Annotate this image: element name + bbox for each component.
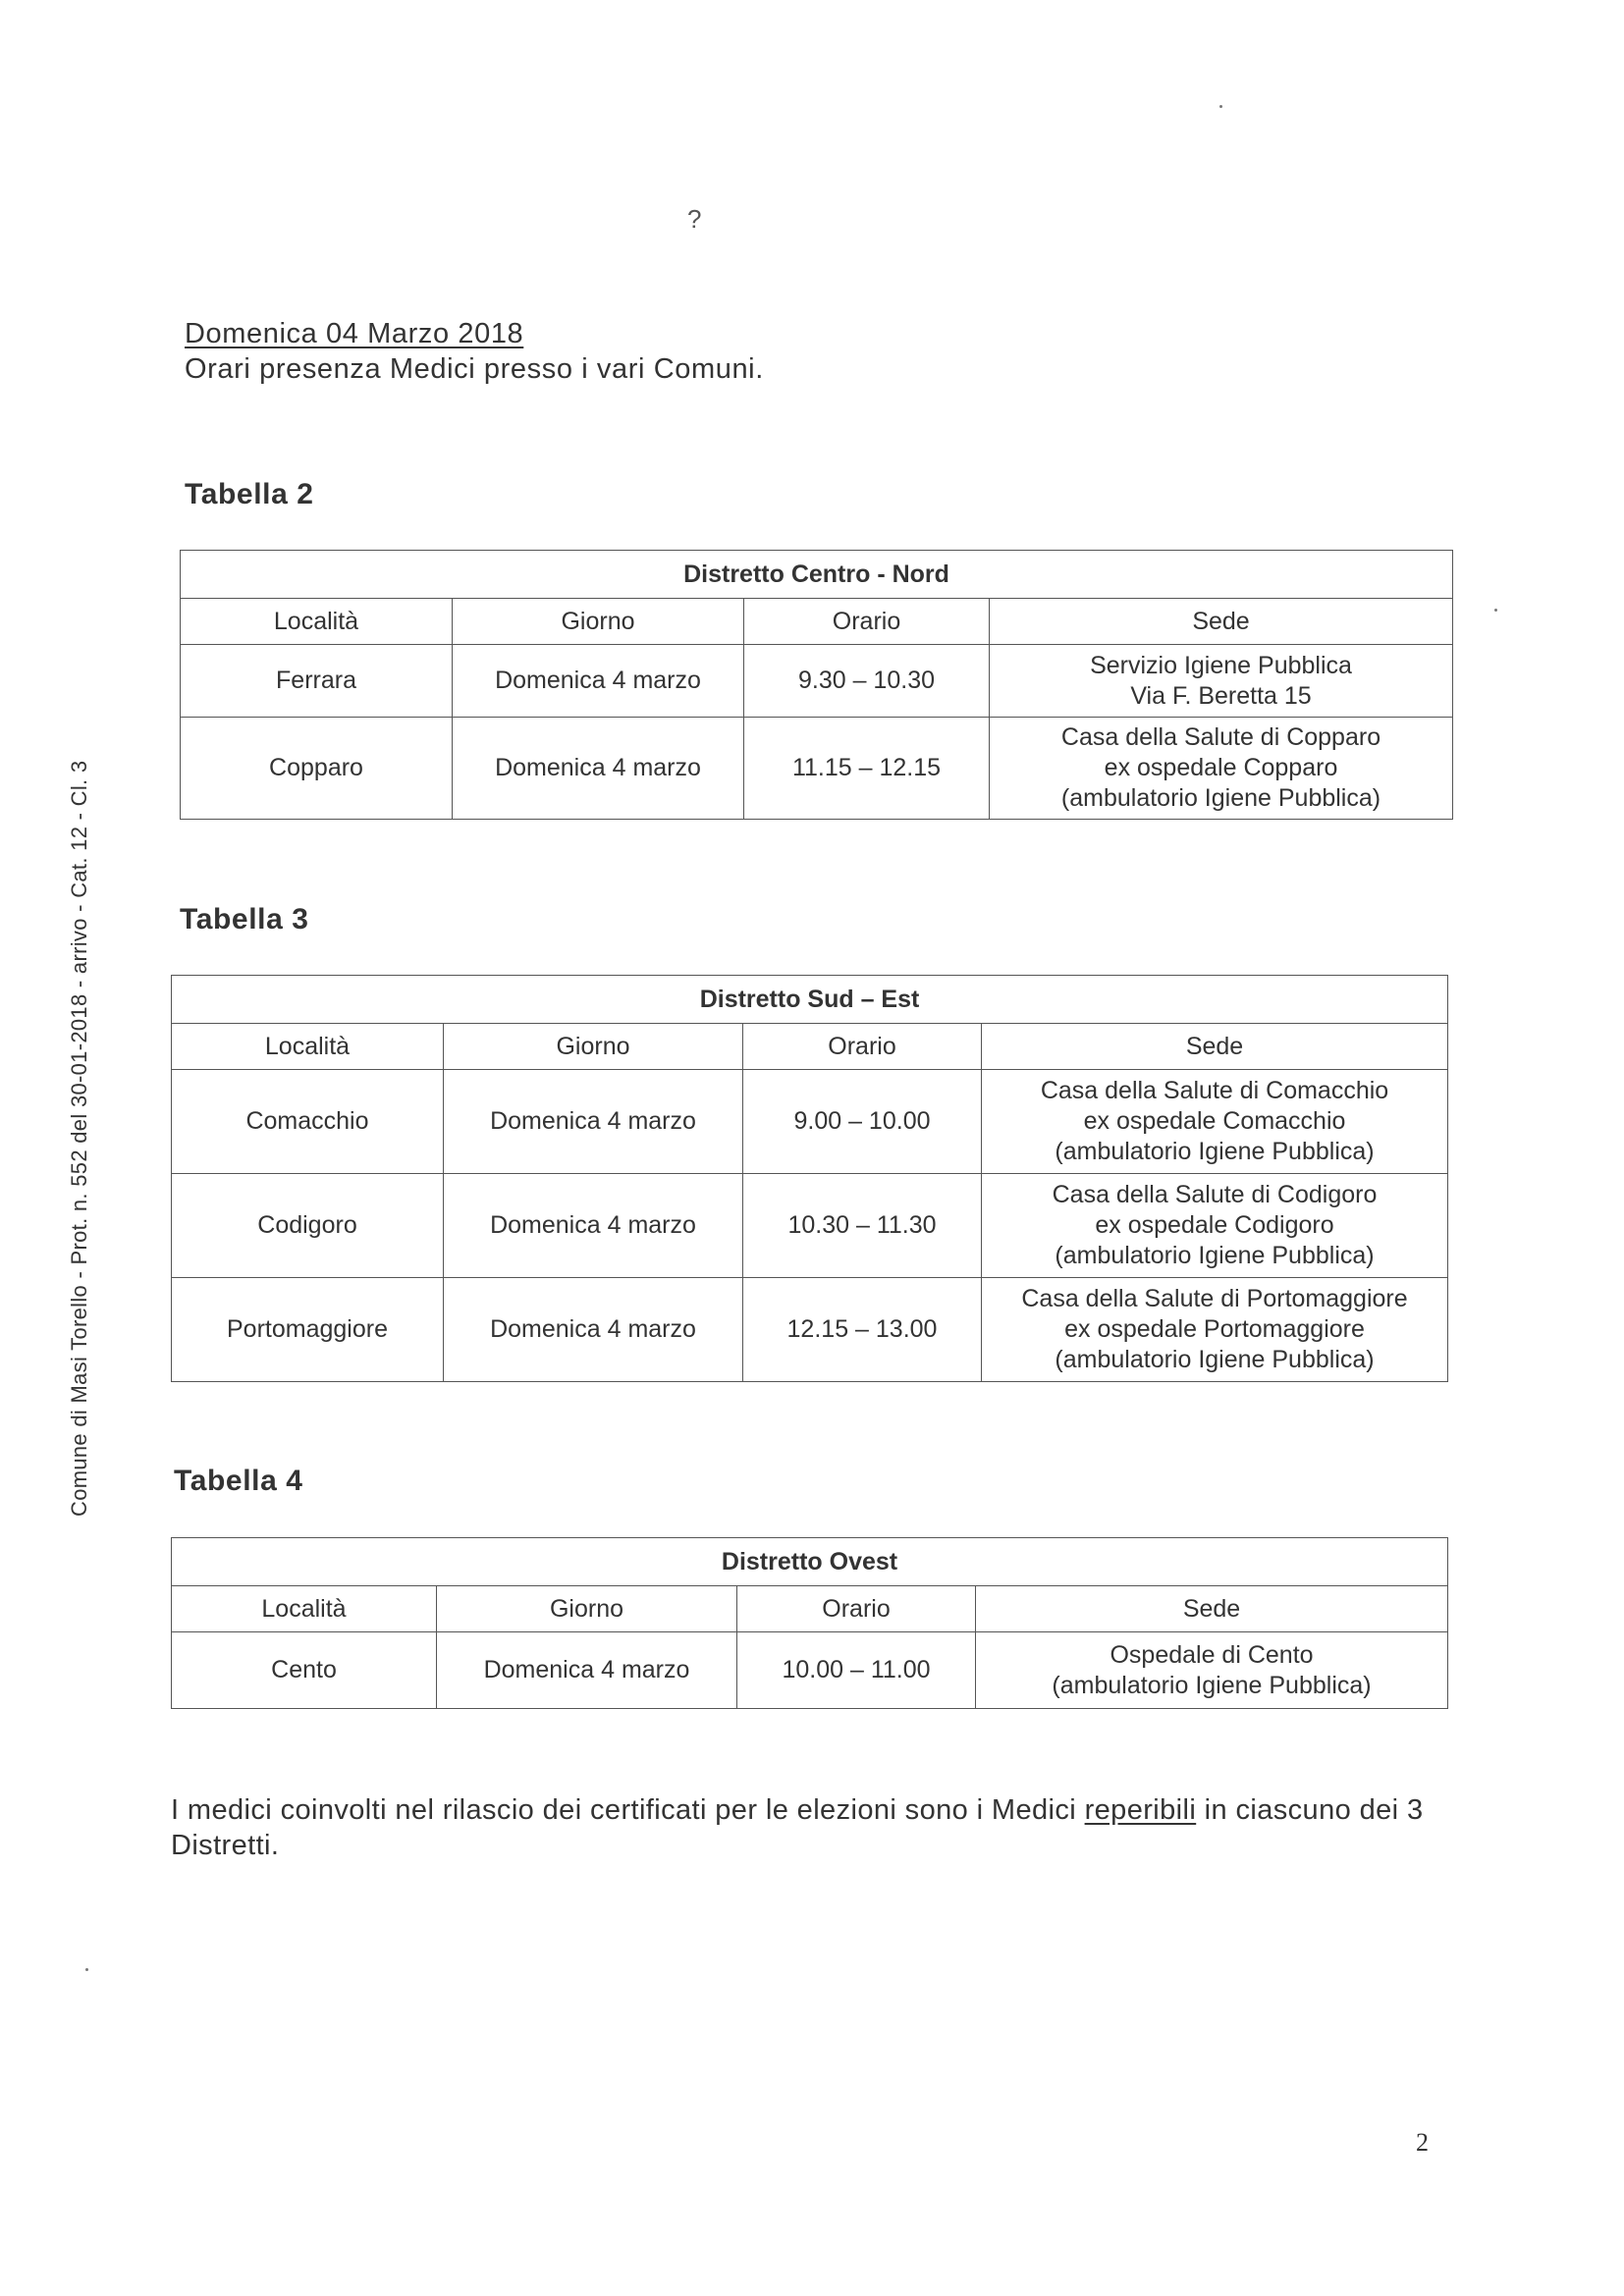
cell-localita: Ferrara [181,645,453,718]
column-header-localita: Località [172,1024,444,1070]
sede-line: (ambulatorio Igiene Pubblica) [1060,784,1381,812]
sede-line: (ambulatorio Igiene Pubblica) [1055,1242,1375,1269]
cell-giorno: Domenica 4 marzo [453,718,744,820]
sede-line: Via F. Beretta 15 [1130,681,1312,710]
table-row [172,1632,1448,1709]
protocol-stamp: Comune di Masi Torello - Prot. n. 552 del 30-01-2018 - arrivo - Cat. 12 - Cl. 3 [67,760,91,1517]
sede-line: Casa della Salute di Comacchio [1040,1077,1389,1104]
cell-localita: Portomaggiore [172,1278,444,1382]
table-4 [171,1537,1448,1709]
cell-giorno: Domenica 4 marzo [453,645,744,718]
cell-orario: 12.15 – 13.00 [743,1278,982,1382]
scan-mark: ? [687,204,702,234]
sede-line: Servizio Igiene Pubblica [1090,651,1352,679]
header-subtitle: Orari presenza Medici presso i vari Comuni. [185,353,764,385]
sede-line: Ospedale di Cento [1110,1640,1314,1669]
table-3-title: Tabella 3 [180,903,309,935]
sede-line: Casa della Salute di Copparo [1060,723,1381,751]
sede-line: ex ospedale Comacchio [1083,1107,1346,1135]
table-row [172,1070,1448,1174]
cell-sede [990,718,1453,820]
cell-giorno: Domenica 4 marzo [444,1070,743,1174]
column-header-sede: Sede [976,1586,1448,1632]
sede-line: Casa della Salute di Portomaggiore [1021,1285,1408,1312]
column-header-sede: Sede [982,1024,1448,1070]
table-row [181,645,1453,718]
column-header-localita: Località [181,599,453,645]
footer-note [171,1792,1447,1863]
cell-orario: 11.15 – 12.15 [744,718,990,820]
footer-text-part1: I medici coinvolti nel rilascio dei certificati per le elezioni sono i Medici [171,1794,1085,1826]
table-row [172,1278,1448,1382]
footer-underlined-word: reperibili [1084,1794,1197,1826]
cell-localita: Codigoro [172,1174,444,1278]
table-2-title: Tabella 2 [185,478,314,510]
column-header-orario: Orario [744,599,990,645]
cell-orario: 10.00 – 11.00 [737,1632,976,1709]
column-header-giorno: Giorno [444,1024,743,1070]
district-header: Distretto Sud – Est [172,976,1448,1024]
header-date: Domenica 04 Marzo 2018 [185,318,524,349]
column-header-orario: Orario [737,1586,976,1632]
cell-sede [982,1278,1448,1382]
district-header: Distretto Centro - Nord [181,551,1453,599]
cell-giorno: Domenica 4 marzo [444,1174,743,1278]
table-row [181,718,1453,820]
sede-line: (ambulatorio Igiene Pubblica) [1055,1138,1375,1165]
scan-speck [85,1968,88,1971]
document-header [185,316,764,387]
table-2 [180,550,1453,820]
cell-localita: Copparo [181,718,453,820]
cell-orario: 10.30 – 11.30 [743,1174,982,1278]
cell-orario: 9.30 – 10.30 [744,645,990,718]
cell-localita: Comacchio [172,1070,444,1174]
column-header-giorno: Giorno [437,1586,737,1632]
cell-sede [990,645,1453,718]
sede-line: (ambulatorio Igiene Pubblica) [1052,1671,1372,1699]
column-header-localita: Località [172,1586,437,1632]
column-header-sede: Sede [990,599,1453,645]
footer-text-part2: in ciascuno dei 3 Distretti. [171,1794,1424,1861]
cell-giorno: Domenica 4 marzo [437,1632,737,1709]
cell-orario: 9.00 – 10.00 [743,1070,982,1174]
table-3 [171,975,1448,1382]
scan-speck [1219,105,1222,108]
table-4-title: Tabella 4 [174,1465,303,1497]
page-number: 2 [1416,2128,1429,2157]
sede-line: ex ospedale Copparo [1104,754,1338,781]
cell-sede [982,1070,1448,1174]
column-header-giorno: Giorno [453,599,744,645]
sede-line: Casa della Salute di Codigoro [1052,1181,1378,1208]
cell-sede [982,1174,1448,1278]
cell-sede [976,1632,1448,1709]
column-header-orario: Orario [743,1024,982,1070]
sede-line: ex ospedale Codigoro [1095,1211,1334,1239]
table-row [172,1174,1448,1278]
district-header: Distretto Ovest [172,1538,1448,1586]
sede-line: (ambulatorio Igiene Pubblica) [1055,1346,1375,1373]
cell-localita: Cento [172,1632,437,1709]
cell-giorno: Domenica 4 marzo [444,1278,743,1382]
sede-line: ex ospedale Portomaggiore [1064,1315,1365,1343]
scan-speck [1494,609,1497,612]
